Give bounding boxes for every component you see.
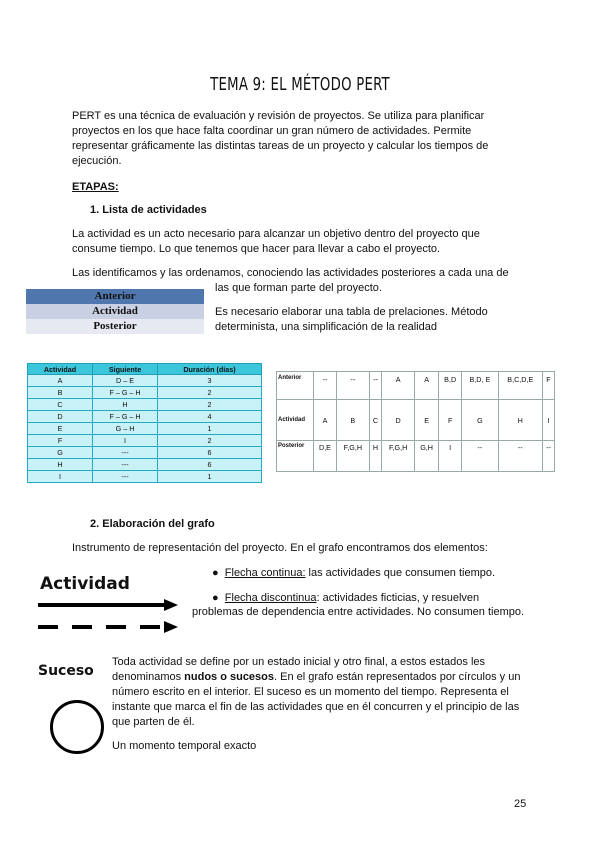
section1-para2-line2: las que forman parte del proyecto. — [215, 282, 382, 294]
table-cell: D – E — [93, 375, 158, 387]
header-cell: Actividad — [28, 364, 93, 375]
suceso-paragraph — [112, 655, 532, 730]
para-line: La actividad es un acto necesario para alcanzar un objetivo dentro del proyecto que — [72, 228, 480, 240]
intro-line: PERT es una técnica de evaluación y revisión de proyectos. Se utiliza para planificar — [72, 110, 485, 122]
table-row — [28, 411, 262, 423]
table-cell: C — [28, 399, 93, 411]
table-cell: 6 — [158, 447, 262, 459]
table-cell: A — [382, 372, 415, 400]
table-row — [28, 375, 262, 387]
bullet-text: : actividades ficticias, y resuelven — [316, 592, 480, 604]
table-cell: I — [28, 471, 93, 483]
etapas-label: ETAPAS: — [72, 181, 119, 193]
table-cell: 4 — [158, 411, 262, 423]
table-cell: B — [28, 387, 93, 399]
bullet-term: Flecha continua: — [224, 567, 306, 579]
legend-actividad: Actividad — [26, 304, 204, 319]
table-cell: F,G,H — [336, 441, 369, 472]
text: denominamos — [112, 671, 185, 683]
table-cell: -- — [542, 441, 554, 472]
bullet-dot-icon: ● — [212, 592, 219, 604]
table-cell: B — [336, 400, 369, 441]
table-cell: 1 — [158, 471, 262, 483]
table-cell: 1 — [158, 423, 262, 435]
momento-text: Un momento temporal exacto — [112, 740, 257, 752]
table-row — [28, 399, 262, 411]
intro-line: proyectos en los que hace falta coordinar un gran número de actividades. Permite — [72, 125, 472, 137]
table-cell: D,E — [314, 441, 337, 472]
section1-para3 — [215, 305, 488, 335]
table-row — [28, 471, 262, 483]
table-cell: 2 — [158, 435, 262, 447]
activity-table — [27, 363, 262, 483]
table-cell: F,G,H — [382, 441, 415, 472]
para-line: número escrito en el interior. El suceso es un momento del tiempo. Representa el — [112, 686, 509, 698]
para-line: Es necesario elaborar una tabla de prelaciones. Método — [215, 306, 488, 318]
para-line: consume tiempo. Lo que tenemos que hacer para llevar a cabo el proyecto. — [72, 243, 441, 255]
table-row — [28, 447, 262, 459]
section2-heading: 2. Elaboración del grafo — [90, 518, 215, 530]
legend-posterior: Posterior — [26, 319, 204, 334]
table-cell: B,D — [439, 372, 462, 400]
table-row — [28, 387, 262, 399]
section1-heading: 1. Lista de actividades — [90, 204, 207, 216]
intro-line: representar gráficamente las distintas tareas de un proyecto y calcular los tiempos de — [72, 140, 489, 152]
table-cell: H — [93, 399, 158, 411]
section1-para2-line1: Las identificamos y las ordenamos, conociendo las actividades posteriores a cada una de — [72, 267, 509, 279]
table-cell: F — [28, 435, 93, 447]
intro-line: ejecución. — [72, 155, 122, 167]
table-cell: I — [439, 441, 462, 472]
legend-anterior: Anterior — [26, 289, 204, 304]
table-cell: -- — [462, 441, 498, 472]
table-cell: G — [462, 400, 498, 441]
intro-paragraph — [72, 109, 532, 169]
table-cell: E — [28, 423, 93, 435]
table-cell: -- — [336, 372, 369, 400]
table-cell: G — [28, 447, 93, 459]
table-cell: 2 — [158, 387, 262, 399]
bullet-continuation: problemas de dependencia entre actividades. No consumen tiempo. — [192, 606, 525, 618]
section1-para1 — [72, 227, 532, 257]
bold-term: nudos o sucesos — [184, 671, 275, 683]
table-cell: H — [369, 441, 382, 472]
dashed-arrow-icon — [38, 621, 178, 633]
table-cell: F — [542, 372, 554, 400]
table-cell: H — [498, 400, 542, 441]
activity-table-header — [28, 364, 262, 375]
table-cell: G – H — [93, 423, 158, 435]
legend-table — [26, 289, 204, 334]
table-cell: B,D, E — [462, 372, 498, 400]
table-cell: --- — [93, 459, 158, 471]
table-cell: D — [382, 400, 415, 441]
para-line — [112, 670, 532, 685]
page-title: TEMA 9: EL MÉTODO PERT — [210, 74, 390, 95]
para-line: determinista, una simplificación de la realidad — [215, 321, 437, 333]
text: . En el grafo están representados por círculos y un — [274, 671, 521, 683]
table-cell: A — [28, 375, 93, 387]
bullet-text: las actividades que consumen tiempo. — [305, 567, 496, 579]
para-line: instante que marca el fin de las actividades que en él concurren y el principio de las — [112, 701, 520, 713]
table-cell: I — [93, 435, 158, 447]
table-row — [28, 459, 262, 471]
table-cell: A — [314, 400, 337, 441]
table-cell: 2 — [158, 399, 262, 411]
table-cell: E — [415, 400, 439, 441]
table-cell: G,H — [415, 441, 439, 472]
table-cell: 6 — [158, 459, 262, 471]
header-cell: Duración (días) — [158, 364, 262, 375]
para-line: que parten de él. — [112, 716, 195, 728]
table-cell: -- — [314, 372, 337, 400]
table-cell: B,C,D,E — [498, 372, 542, 400]
prelacion-table — [276, 371, 555, 472]
table-cell: H — [28, 459, 93, 471]
suceso-label: Suceso — [38, 663, 94, 679]
bullet-dot-icon: ● — [212, 567, 219, 579]
table-cell: F — [439, 400, 462, 441]
para-line: Toda actividad se define por un estado inicial y otro final, a estos estados les — [112, 656, 486, 668]
table-cell: D — [28, 411, 93, 423]
header-cell: Siguiente — [93, 364, 158, 375]
bullet-flecha-continua — [212, 566, 495, 581]
node-circle-icon — [50, 700, 104, 754]
table-cell: 3 — [158, 375, 262, 387]
table-cell: -- — [369, 372, 382, 400]
row-label: Posterior — [277, 441, 314, 472]
table-cell: --- — [93, 471, 158, 483]
table-row — [28, 435, 262, 447]
table-row — [28, 423, 262, 435]
bullet-term: Flecha discontinua — [224, 592, 317, 604]
bullet-flecha-discontinua — [212, 591, 479, 606]
actividad-label: Actividad — [40, 574, 130, 594]
row-label: Anterior — [277, 372, 314, 400]
table-cell: F – G – H — [93, 387, 158, 399]
section2-intro: Instrumento de representación del proyecto. En el grafo encontramos dos elementos: — [72, 542, 488, 554]
page-number: 25 — [514, 798, 527, 810]
table-cell: I — [542, 400, 554, 441]
table-cell: --- — [93, 447, 158, 459]
arrow-diagrams — [36, 596, 182, 636]
table-cell: C — [369, 400, 382, 441]
solid-arrow-icon — [38, 599, 178, 611]
table-cell: F – G – H — [93, 411, 158, 423]
table-cell: A — [415, 372, 439, 400]
row-label: Actividad — [277, 400, 314, 441]
table-cell: -- — [498, 441, 542, 472]
